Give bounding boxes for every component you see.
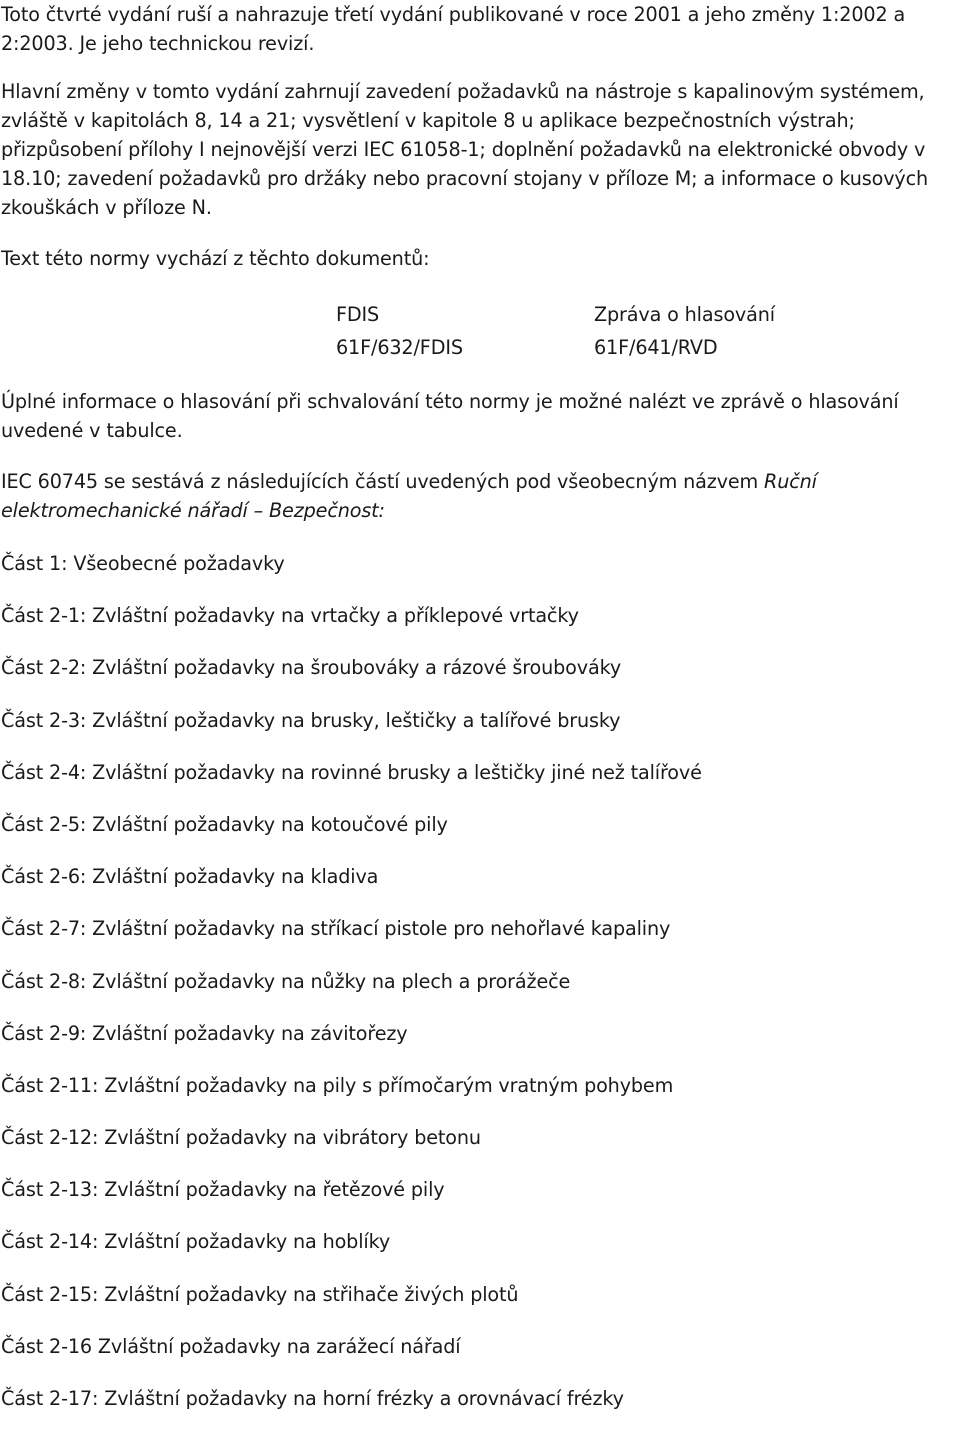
list-item: Část 2-11: Zvláštní požadavky na pily s přímočarým vratným pohybem: [1, 1073, 674, 1097]
series-title: Ruční elektromechanické nářadí – Bezpečnost:: [1, 470, 817, 522]
list-item: Část 2-3: Zvláštní požadavky na brusky, leštičky a talířové brusky: [1, 708, 621, 732]
list-item: Část 2-9: Zvláštní požadavky na závitořezy: [1, 1021, 408, 1045]
list-item: Část 2-4: Zvláštní požadavky na rovinné brusky a leštičky jiné než talířové: [1, 760, 702, 784]
list-item: Část 2-17: Zvláštní požadavky na horní frézky a orovnávací frézky: [1, 1387, 624, 1410]
list-item: Část 2-6: Zvláštní požadavky na kladiva: [1, 865, 379, 889]
list-item: Část 2-8: Zvláštní požadavky na nůžky na plech a prorážeče: [1, 969, 571, 993]
list-item: Část 2-12: Zvláštní požadavky na vibrátory betonu: [1, 1126, 481, 1150]
series-paragraph: [1, 467, 951, 525]
voting-table-header-row: [1, 299, 959, 332]
voting-table-header-report: Zpráva o hlasování: [594, 303, 775, 326]
intro-paragraph: Toto čtvrté vydání ruší a nahrazuje třetí vydání publikované v roce 2001 a jeho změny 1:2002 a 2:2003. Je jeho technickou revizí.: [1, 3, 906, 55]
list-item: Část 2-13: Zvláštní požadavky na řetězové pily: [1, 1178, 445, 1202]
voting-table-header-fdis: FDIS: [336, 303, 380, 326]
parts-list: [1, 547, 951, 1434]
list-item: Část 2-1: Zvláštní požadavky na vrtačky a příklepové vrtačky: [1, 604, 579, 628]
voting-table-fdis-value: 61F/632/FDIS: [336, 336, 463, 359]
based-on-paragraph: Text této normy vychází z těchto dokumentů:: [1, 247, 430, 270]
list-item: Část 2-7: Zvláštní požadavky na stříkací pistole pro nehořlavé kapaliny: [1, 917, 671, 941]
list-item: Část 1: Všeobecné požadavky: [1, 552, 285, 575]
list-item: Část 2-14: Zvláštní požadavky na hoblíky: [1, 1230, 391, 1254]
list-item: Část 2-15: Zvláštní požadavky na střihače živých plotů: [1, 1282, 519, 1306]
list-item: Část 2-5: Zvláštní požadavky na kotoučové pily: [1, 812, 448, 836]
voting-table-row: [1, 332, 959, 365]
list-item: Část 2-16 Zvláštní požadavky na zarážecí nářadí: [1, 1334, 461, 1358]
voting-table: [1, 299, 959, 365]
changes-paragraph: Hlavní změny v tomto vydání zahrnují zavedení požadavků na nástroje s kapalinovým systémem, zvláště v kapitolách 8, 14 a 21; vysvětlení v kapitole 8 u aplikace bezpečnostních výstrah; přizpůsobení přílohy I nejnovější verzi IEC 61058-1; doplnění požadavků na elektronické obvody v 18.10; zavedení požadavků pro držáky nebo pracovní stojany v příloze M; a informace o kusových zkouškách v příloze N.: [1, 80, 929, 219]
voting-info-paragraph: Úplné informace o hlasování při schvalování této normy je možné nalézt ve zprávě o hlasování uvedené v tabulce.: [1, 390, 899, 442]
voting-table-rvd-value: 61F/641/RVD: [594, 336, 718, 359]
list-item: Část 2-2: Zvláštní požadavky na šroubováky a rázové šroubováky: [1, 656, 622, 680]
series-intro-text: IEC 60745 se sestává z následujících částí uvedených pod všeobecným názvem: [1, 470, 765, 493]
